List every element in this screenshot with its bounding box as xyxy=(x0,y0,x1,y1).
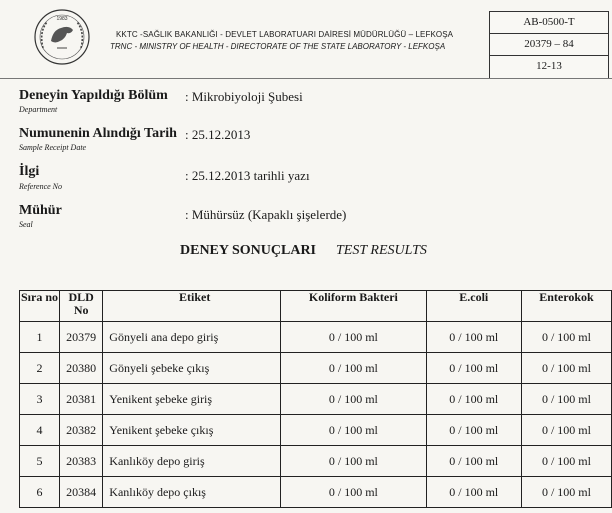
receipt-date-value: : 25.12.2013 xyxy=(185,127,251,142)
cell-etiket: Yenikent şebeke çıkış xyxy=(103,415,281,446)
table-row xyxy=(20,446,612,477)
cell-koliform: 0 / 100 ml xyxy=(281,322,426,353)
letterhead-line-en: TRNC - MINISTRY OF HEALTH - DIRECTORATE OF THE STATE LABORATORY - LEFKOŞA xyxy=(110,42,446,51)
letterhead-line-tr: KKTC -SAĞLIK BAKANLIĞI - DEVLET LABORATUARI DAİRESİ MÜDÜRLÜĞÜ – LEFKOŞA xyxy=(116,30,454,39)
cell-ecoli: 0 / 100 ml xyxy=(426,322,521,353)
cell-enterokok: 0 / 100 ml xyxy=(521,322,611,353)
logo-year: 1983 xyxy=(56,16,68,22)
cell-koliform: 0 / 100 ml xyxy=(281,353,426,384)
header-koliform: Koliform Bakteri xyxy=(281,291,426,322)
results-title xyxy=(180,243,427,259)
cell-etiket: Kanlıköy depo giriş xyxy=(103,446,281,477)
seal-sublabel: Seal xyxy=(19,220,33,229)
receipt-date-sublabel: Sample Receipt Date xyxy=(19,143,87,152)
reference-value: : 25.12.2013 tarihli yazı xyxy=(185,168,310,183)
department-sublabel: Department xyxy=(19,105,58,114)
table-row xyxy=(20,477,612,508)
cell-sira: 2 xyxy=(20,353,60,384)
header-sira-no: Sıra no xyxy=(20,291,60,322)
table-row xyxy=(20,415,612,446)
cell-dld: 20379 xyxy=(60,322,103,353)
reference-sublabel: Reference No xyxy=(19,182,63,191)
cell-sira: 5 xyxy=(20,446,60,477)
cell-enterokok: 0 / 100 ml xyxy=(521,384,611,415)
cell-dld: 20382 xyxy=(60,415,103,446)
cell-dld: 20380 xyxy=(60,353,103,384)
header-divider xyxy=(0,78,612,79)
department-value: : Mikrobiyoloji Şubesi xyxy=(185,89,303,104)
reference-label: İlgi xyxy=(19,164,40,179)
reference-box xyxy=(489,11,609,79)
cell-ecoli: 0 / 100 ml xyxy=(426,415,521,446)
cell-dld: 20384 xyxy=(60,477,103,508)
cell-koliform: 0 / 100 ml xyxy=(281,415,426,446)
cell-dld: 20383 xyxy=(60,446,103,477)
cell-sira: 1 xyxy=(20,322,60,353)
table-header-row xyxy=(20,291,612,322)
results-table xyxy=(19,290,612,508)
results-title-tr: DENEY SONUÇLARI xyxy=(180,243,317,258)
cell-dld: 20381 xyxy=(60,384,103,415)
cell-ecoli: 0 / 100 ml xyxy=(426,384,521,415)
cell-sira: 6 xyxy=(20,477,60,508)
cell-sira: 4 xyxy=(20,415,60,446)
cell-enterokok: 0 / 100 ml xyxy=(521,477,611,508)
header-ecoli: E.coli xyxy=(426,291,521,322)
header-etiket: Etiket xyxy=(103,291,281,322)
ministry-seal-logo xyxy=(33,8,91,66)
cell-etiket: Yenikent şebeke giriş xyxy=(103,384,281,415)
cell-ecoli: 0 / 100 ml xyxy=(426,477,521,508)
header-dld-no: DLD No xyxy=(60,291,103,322)
table-row xyxy=(20,322,612,353)
cell-enterokok: 0 / 100 ml xyxy=(521,415,611,446)
cell-ecoli: 0 / 100 ml xyxy=(426,353,521,384)
results-title-en: TEST RESULTS xyxy=(336,243,427,258)
cell-etiket: Gönyeli ana depo giriş xyxy=(103,322,281,353)
cell-koliform: 0 / 100 ml xyxy=(281,477,426,508)
header-enterokok: Enterokok xyxy=(521,291,611,322)
cell-koliform: 0 / 100 ml xyxy=(281,446,426,477)
cell-koliform: 0 / 100 ml xyxy=(281,384,426,415)
cell-ecoli: 0 / 100 ml xyxy=(426,446,521,477)
table-row xyxy=(20,384,612,415)
reference-sample-range: 20379 – 84 xyxy=(490,34,608,56)
cell-enterokok: 0 / 100 ml xyxy=(521,446,611,477)
cell-sira: 3 xyxy=(20,384,60,415)
cell-etiket: Kanlıköy depo çıkış xyxy=(103,477,281,508)
department-label: Deneyin Yapıldığı Bölüm xyxy=(19,88,168,103)
table-row xyxy=(20,353,612,384)
reference-form-code: AB-0500-T xyxy=(490,12,608,34)
seal-value: : Mühürsüz (Kapaklı şişelerde) xyxy=(185,207,347,222)
seal-label: Mühür xyxy=(19,203,62,218)
reference-period: 12-13 xyxy=(536,60,562,72)
cell-etiket: Gönyeli şebeke çıkış xyxy=(103,353,281,384)
cell-enterokok: 0 / 100 ml xyxy=(521,353,611,384)
receipt-date-label: Numunenin Alındığı Tarih xyxy=(19,126,177,141)
